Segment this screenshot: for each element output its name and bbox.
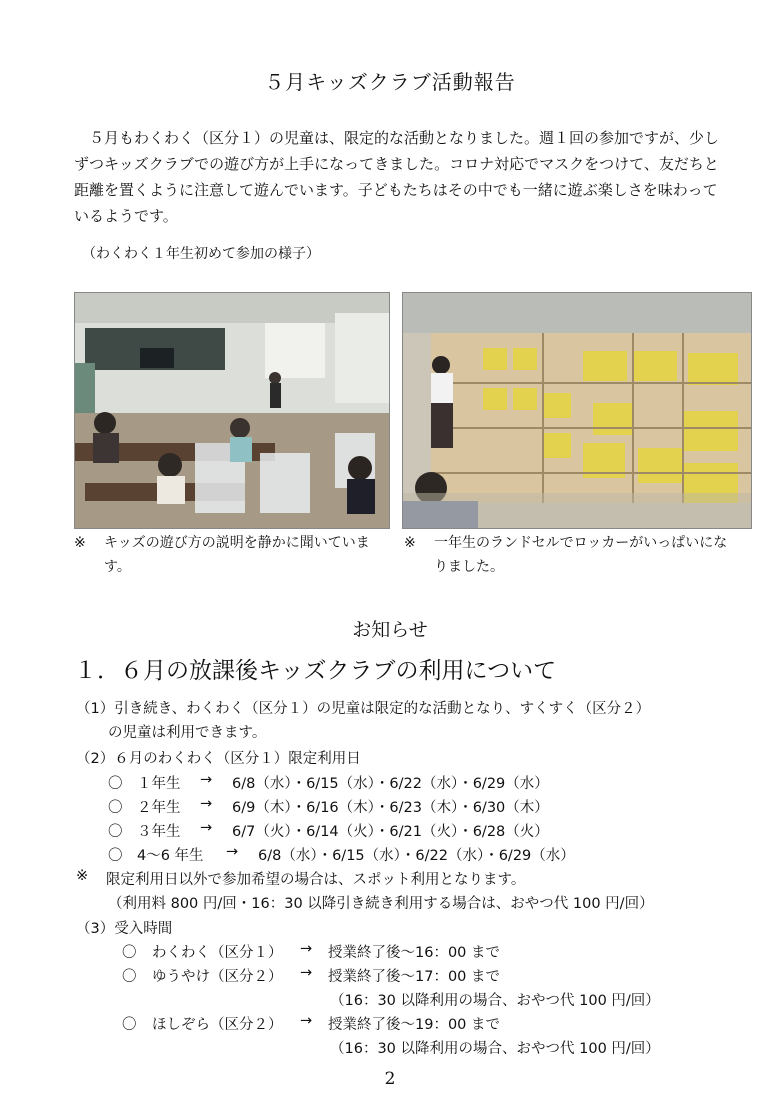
photo-caption-text: 一年生のランドセルでロッカーがいっぱいになりました。 [434, 535, 728, 575]
schedule-dates: 6/9（木）・6/16（木）・6/23（木）・6/30（木） [232, 800, 549, 816]
classroom-photo [74, 292, 390, 529]
circle-marker: 〇 [108, 824, 123, 840]
circle-marker: 〇 [108, 800, 123, 816]
category-name: ゆうやけ（区分２） [152, 969, 283, 985]
schedule-dates: 6/8（水）・6/15（水）・6/22（水）・6/29（水） [232, 776, 549, 792]
circle-marker: 〇 [108, 848, 123, 864]
arrow-icon: → [300, 941, 313, 957]
snack-fee-note: （16：30 以降利用の場合、おやつ代 100 円/回） [330, 993, 660, 1009]
hours-time: 授業終了後～16：00 まで [328, 945, 501, 961]
arrow-icon: → [200, 820, 213, 836]
category-name: わくわく（区分１） [152, 945, 283, 961]
circle-marker: 〇 [108, 776, 123, 792]
note-mark: ※ [76, 868, 89, 884]
schedule-dates: 6/8（水）・6/15（水）・6/22（水）・6/29（水） [258, 848, 575, 864]
item1-line2: の児童は利用できます。 [108, 725, 267, 741]
circle-marker: 〇 [122, 1017, 137, 1033]
note-mark: ※ [404, 535, 416, 551]
arrow-icon: → [300, 965, 313, 981]
page-number: 2 [384, 1069, 396, 1089]
hours-time: 授業終了後～19：00 まで [328, 1017, 501, 1033]
intro-paragraph: ５月もわくわく（区分１）の児童は、限定的な活動となりました。週１回の参加ですが、少しずつキッズクラブでの遊び方が上手になってきました。コロナ対応でマスクをつけて、友だちと距離を置くように注意して遊んでいます。子どもたちはその中でも一緒に遊ぶ楽しさを味わっているようです。 [74, 129, 720, 225]
grade-label: １年生 [137, 776, 181, 792]
circle-marker: 〇 [122, 969, 137, 985]
snack-fee-note: （16：30 以降利用の場合、おやつ代 100 円/回） [330, 1041, 660, 1057]
photo-caption-text: キッズの遊び方の説明を静かに聞いています。 [104, 535, 370, 575]
fee-note: （利用料 800 円/回・16：30 以降引き続き利用する場合は、おやつ代 100 円/回） [108, 896, 654, 912]
category-name: ほしぞら（区分２） [152, 1017, 283, 1033]
hours-time: 授業終了後～17：00 まで [328, 969, 501, 985]
schedule-dates: 6/7（火）・6/14（火）・6/21（火）・6/28（火） [232, 824, 549, 840]
section-heading: １．６月の放課後キッズクラブの利用について [74, 658, 557, 684]
spot-use-note: 限定利用日以外で参加希望の場合は、スポット利用となります。 [106, 872, 526, 888]
page-title: ５月キッズクラブ活動報告 [264, 70, 516, 94]
circle-marker: 〇 [122, 945, 137, 961]
arrow-icon: → [300, 1013, 313, 1029]
arrow-icon: → [200, 796, 213, 812]
note-mark: ※ [74, 535, 86, 551]
locker-photo [402, 292, 752, 529]
arrow-icon: → [226, 844, 239, 860]
notice-heading: お知らせ [352, 619, 428, 641]
grade-label: ３年生 [137, 824, 181, 840]
item3-heading: （3）受入時間 [76, 921, 173, 937]
grade-label: ２年生 [137, 800, 181, 816]
item2-heading: （2）６月のわくわく（区分１）限定利用日 [76, 751, 361, 767]
arrow-icon: → [200, 772, 213, 788]
photo-section-caption: （わくわく１年生初めて参加の様子） [82, 246, 320, 262]
item1-line1: （1）引き続き、わくわく（区分１）の児童は限定的な活動となり、すくすく（区分２） [76, 701, 651, 717]
grade-label: 4～6 年生 [137, 848, 204, 864]
